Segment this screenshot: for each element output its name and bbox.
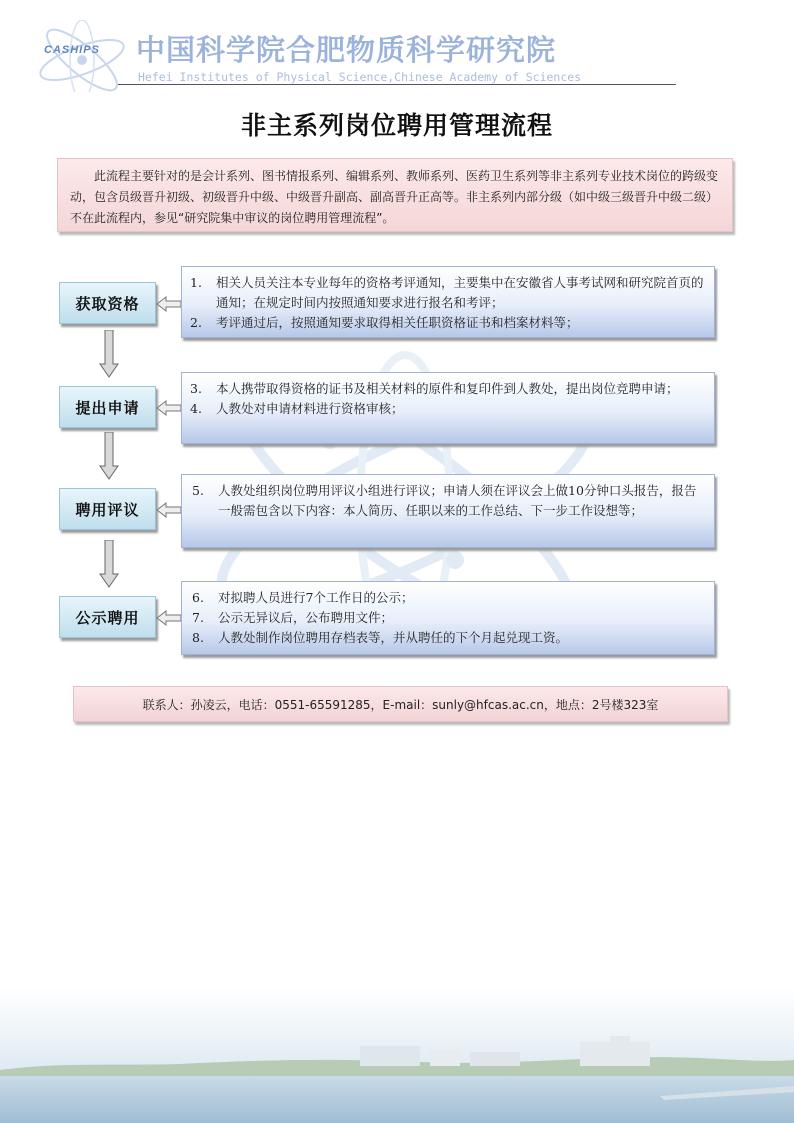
logo-text: CASHIPS — [44, 44, 100, 56]
institute-name-en: Hefei Institutes of Physical Science,Chinese Academy of Sciences — [138, 70, 582, 84]
arrow-down-icon — [99, 432, 119, 480]
arrow-left-icon — [156, 296, 182, 312]
step-obtain-qualification: 获取资格 — [59, 282, 156, 324]
institute-name-cn: 中国科学院合肥物质科学研究院 — [136, 33, 557, 67]
arrow-down-icon — [99, 540, 119, 588]
list-item: 1. 相关人员关注本专业每年的资格考评通知，主要集中在安徽省人事考试网和研究院首页的通知；在规定时间内按照通知要求进行报名和考评； — [190, 275, 704, 310]
step-1-description — [181, 266, 715, 338]
step-submit-application: 提出申请 — [59, 386, 156, 428]
step-publicize-appoint: 公示聘用 — [59, 596, 156, 638]
list-item: 2. 考评通过后，按照通知要求取得相关任职资格证书和档案材料等； — [190, 315, 579, 330]
step-3-description — [181, 474, 715, 548]
arrow-left-icon — [156, 502, 182, 518]
list-item: 7. 公示无异议后，公布聘用文件； — [192, 610, 394, 625]
campus-photo — [0, 988, 794, 1123]
arrow-down-icon — [99, 330, 119, 378]
step-4-description — [181, 581, 715, 655]
intro-box: 此流程主要针对的是会计系列、图书情报系列、编辑系列、教师系列、医药卫生系列等非主系列专业技术岗位的跨级变动，包含员级晋升初级、初级晋升中级、中级晋升副高、副高晋升正高等。非主系列内部分级（如中级三级晋升中级二级）不在此流程内，参见“研究院集中审议的岗位聘用管理流程”。 — [57, 158, 733, 232]
list-item: 5. 人教处组织岗位聘用评议小组进行评议；申请人须在评议会上做10分钟口头报告，报告一般需包含以下内容：本人简历、任职以来的工作总结、下一步工作设想等； — [192, 483, 697, 518]
list-item: 6. 对拟聘人员进行7个工作日的公示； — [192, 590, 414, 605]
step-appointment-review: 聘用评议 — [59, 488, 156, 530]
contact-info: 联系人：孙凌云，电话：0551-65591285，E-mail：sunly@hfcas.ac.cn，地点：2号楼323室 — [73, 686, 728, 722]
arrow-left-icon — [156, 610, 182, 626]
header-divider — [118, 84, 676, 85]
arrow-left-icon — [156, 400, 182, 416]
list-item: 3. 本人携带取得资格的证书及相关材料的原件和复印件到人教处，提出岗位竞聘申请； — [190, 381, 679, 396]
list-item: 8. 人教处制作岗位聘用存档表等，并从聘任的下个月起兑现工资。 — [192, 630, 569, 645]
page-title: 非主系列岗位聘用管理流程 — [240, 111, 553, 140]
step-2-description — [181, 372, 715, 444]
list-item: 4. 人教处对申请材料进行资格审核； — [190, 401, 404, 416]
institute-logo — [34, 20, 130, 92]
